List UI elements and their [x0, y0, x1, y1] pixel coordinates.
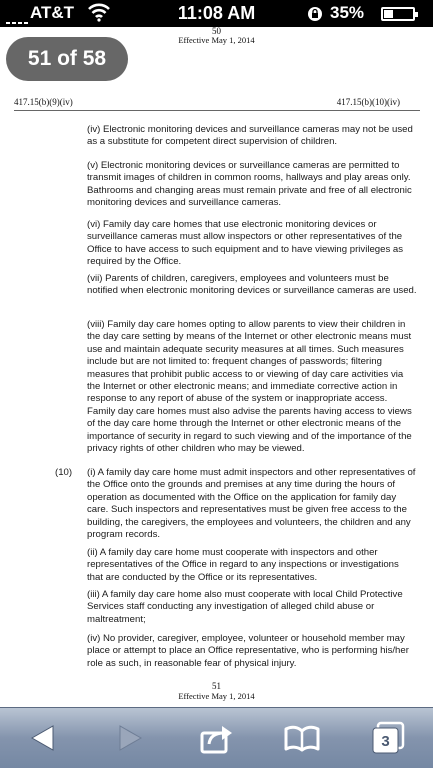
- bottom-toolbar: [0, 707, 433, 768]
- paragraph-10-iii: (iii) A family day care home also must cooperate with local Child Protective Services staff conducting any investigation of alleged child abuse or maltreatment;: [87, 589, 403, 625]
- tabs-count: 3: [381, 733, 390, 750]
- paragraph-viii: (viii) Family day care homes opting to allow parents to view their children in the day care setting by means of the Internet or other electronic means must use and maintain adequate security measures at all times. Such measures include but are not limited to: frequent changes of passwords; filtering measures that prohibit public access to or viewing of day care activities via the Internet or other electronic means; and immediate corrective action in response to any report of abuse of the system or inappropriate access. Family day care homes must also advise the parents having access to views of the day care home through the Internet or other electronic means of the importance of security in regard to such viewing and of the importance of the privacy rights of other children who may be viewed.: [87, 319, 412, 455]
- section-ref-left: 417.15(b)(9)(iv): [14, 97, 73, 107]
- paragraph-vii: (vii) Parents of children, caregivers, employees and volunteers must be notified when electronic monitoring devices or surveillance cameras are used.: [87, 273, 417, 297]
- page-indicator: 51 of 58: [6, 37, 128, 81]
- bookmarks-icon[interactable]: [284, 724, 320, 752]
- pdf-page-view[interactable]: [0, 27, 433, 707]
- paragraph-10-iv: (iv) No provider, caregiver, employee, volunteer or household member may place or attempt to place an Office representative, who is performing his/her role as such, in reasonable fear of physical injury.: [87, 633, 409, 669]
- section-ref-right: 417.15(b)(10)(iv): [336, 97, 400, 107]
- forward-arrow-icon[interactable]: [117, 724, 143, 752]
- rotation-lock-icon: [307, 6, 323, 22]
- header-rule: [14, 110, 420, 111]
- bottom-effective-date: Effective May 1, 2014: [178, 691, 255, 701]
- top-page-number: 50: [212, 26, 221, 36]
- paragraph-v: (v) Electronic monitoring devices or surveillance cameras are permitted to transmit images of children in common rooms, hallways and play areas only. Bathrooms and changing areas must remain private and free of all electronic monitoring devices and surveillance cameras.: [87, 160, 412, 209]
- paragraph-10-i: (i) A family day care home must admit inspectors and other representatives of the Office onto the grounds and premises at any time during the hours of operation as documented with the Office on the application for family day care. Such inspectors and representatives must be given free access to the building, the caregivers, the employees and volunteers, the children and any program records.: [87, 467, 416, 541]
- carrier-name: AT&T: [30, 3, 75, 22]
- tabs-icon[interactable]: [370, 721, 406, 755]
- paragraph-iv: (iv) Electronic monitoring devices and surveillance cameras may not be used as a substitute for competent direct supervision of children.: [87, 124, 413, 148]
- paragraph-vi: (vi) Family day care homes that use electronic monitoring devices or surveillance cameras must allow inspectors or other representatives of the Office to have access to such equipment and to have viewing privileges as required by the Office.: [87, 219, 404, 268]
- battery-percent: 35%: [330, 3, 365, 22]
- bottom-page-number: 51: [212, 681, 221, 691]
- top-effective-date: Effective May 1, 2014: [178, 35, 255, 45]
- battery-icon: [381, 7, 415, 21]
- back-arrow-icon[interactable]: [30, 724, 56, 752]
- paragraph-10-ii: (ii) A family day care home must cooperate with inspectors and other representatives of the Office in regard to any inspections or investigations that are conducted by the Office or its representatives.: [87, 547, 399, 583]
- status-bar: [0, 0, 433, 27]
- share-icon[interactable]: [200, 724, 234, 754]
- clock-time: 11:08 AM: [177, 3, 256, 23]
- section-number: (10): [55, 467, 73, 478]
